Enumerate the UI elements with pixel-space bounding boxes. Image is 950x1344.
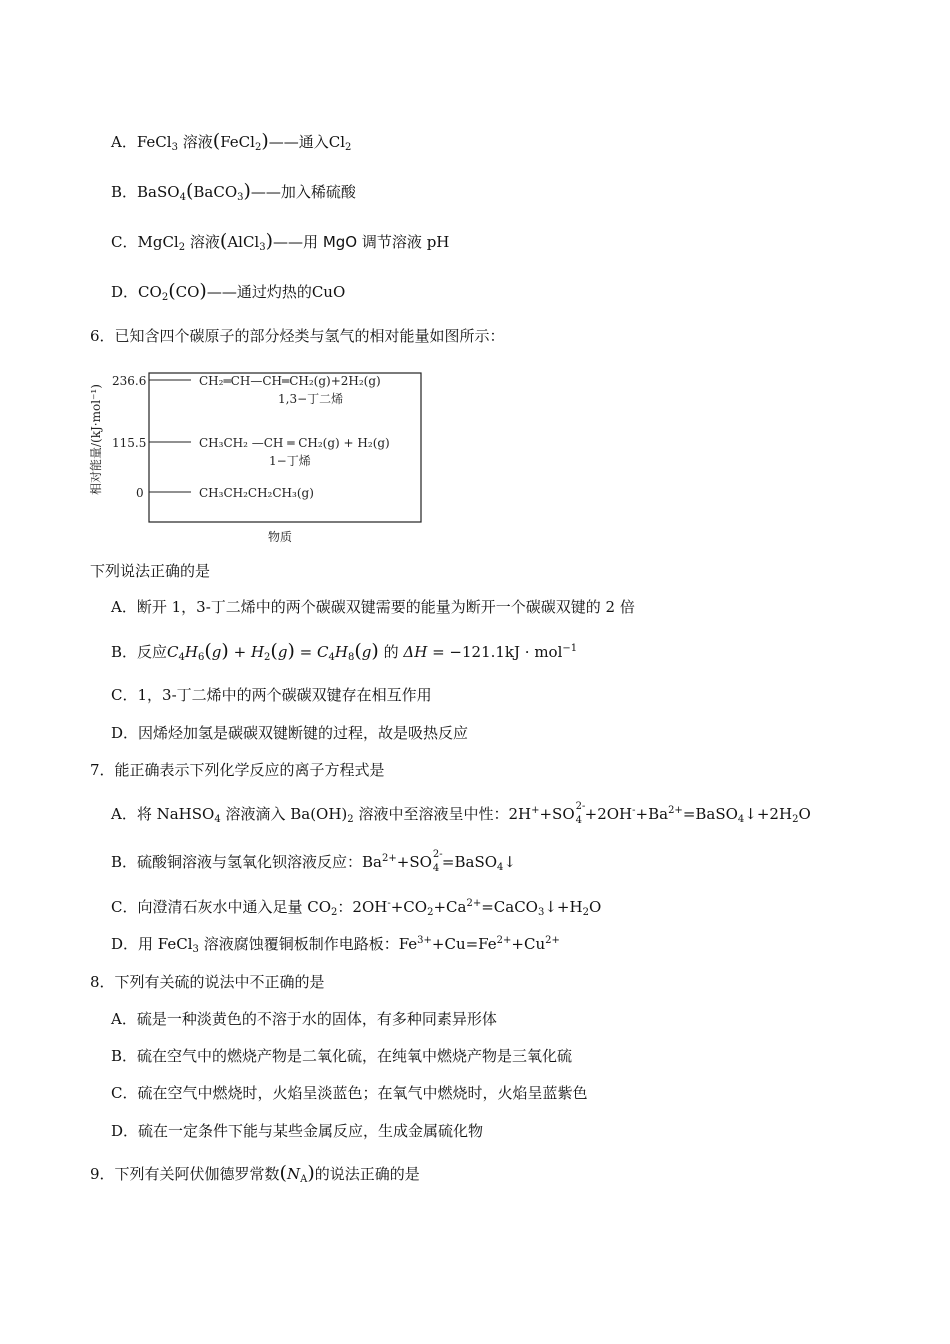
q8-option-d: D．硫在一定条件下能与某些金属反应，生成金属硫化物	[111, 1122, 484, 1140]
energy-level-diagram	[86, 370, 436, 550]
q6-option-a: A．断开 1，3-丁二烯中的两个碳碳双键需要的能量为断开一个碳碳双键的 2 倍	[111, 598, 635, 616]
q7-stem: 7．能正确表示下列化学反应的离子方程式是	[90, 761, 385, 779]
q5-option-d: D．$CO_2(CO)——$通过灼热的CuO	[111, 280, 346, 303]
level-formula-butane: CH₃CH₂CH₂CH₃(g)	[199, 486, 314, 500]
q7-option-c: C．向澄清石灰水中通入足量 $CO_2$：$2OH^-+CO_2+Ca^{2+}=CaCO_3↓+H_2O$	[111, 898, 602, 918]
q8-option-b: B．硫在空气中的燃烧产物是二氧化硫，在纯氧中燃烧产物是三氧化硫	[111, 1047, 573, 1065]
q8-option-a: A．硫是一种淡黄色的不溶于水的固体，有多种同素异形体	[111, 1010, 497, 1028]
diagram-xlabel: 物质	[268, 530, 293, 544]
q7-option-b: B．硫酸铜溶液与氢氧化钡溶液反应：$Ba^{2+}+SO$ 2- 4 =BaSO$_4$↓	[111, 849, 516, 874]
q8-stem: 8．下列有关硫的说法中不正确的是	[90, 973, 325, 991]
level-value-butene: 115.5	[112, 436, 147, 450]
level-name-butene: 1−丁烯	[269, 454, 311, 468]
q9-stem: 9．下列有关阿伏伽德罗常数$(N_A)$的说法正确的是	[90, 1162, 420, 1185]
q6-option-b: B．反应$C_4H_6(g) + H_2(g) = C_4H_8(g)$ 的 ΔH = −121.1kJ · mol$^{-1}$	[111, 640, 578, 663]
q5-option-c: C．MgCl$_2$ 溶液(AlCl$_3$)——用 MgO 调节溶液 pH	[111, 230, 450, 253]
q7-option-d: D．用 FeCl$_3$ 溶液腐蚀覆铜板制作电路板：$Fe^{3+}+Cu=Fe^{2+}+Cu^{2+}$	[111, 935, 560, 955]
level-name-butadiene: 1,3−丁二烯	[278, 392, 344, 406]
q8-option-c: C．硫在空气中燃烧时，火焰呈淡蓝色；在氧气中燃烧时，火焰呈蓝紫色	[111, 1084, 588, 1102]
q6-stem: 6．已知含四个碳原子的部分烃类与氢气的相对能量如图所示：	[90, 327, 505, 345]
level-value-butane: 0	[136, 486, 144, 500]
q6-option-c: C．1，3-丁二烯中的两个碳碳双键存在相互作用	[111, 686, 432, 704]
q6-question: 下列说法正确的是	[90, 562, 211, 580]
q7-option-a: A．将 NaHSO$_4$ 溶液滴入 $Ba(OH)_2$ 溶液中至溶液呈中性：2H++SO 2- 4 $+2OH^-+Ba^{2+}=BaSO_4↓+2H_2O$	[111, 801, 811, 826]
level-formula-butadiene: CH₂═CH—CH═CH₂(g)+2H₂(g)	[199, 374, 381, 388]
level-value-butadiene: 236.6	[112, 374, 147, 388]
q5-option-a: A．FeCl$_3$ 溶液(FeCl$_2$)——通入$Cl_2$	[111, 130, 352, 153]
level-formula-butene: CH₃CH₂ —CH ═ CH₂(g) + H₂(g)	[199, 436, 390, 450]
q5-option-b: B．BaSO$_4$(BaCO$_3$)——加入稀硫酸	[111, 180, 356, 203]
diagram-ylabel: 相对能量/(kJ·mol⁻¹)	[89, 384, 103, 495]
q6-option-d: D．因烯烃加氢是碳碳双键断键的过程，故是吸热反应	[111, 724, 469, 742]
